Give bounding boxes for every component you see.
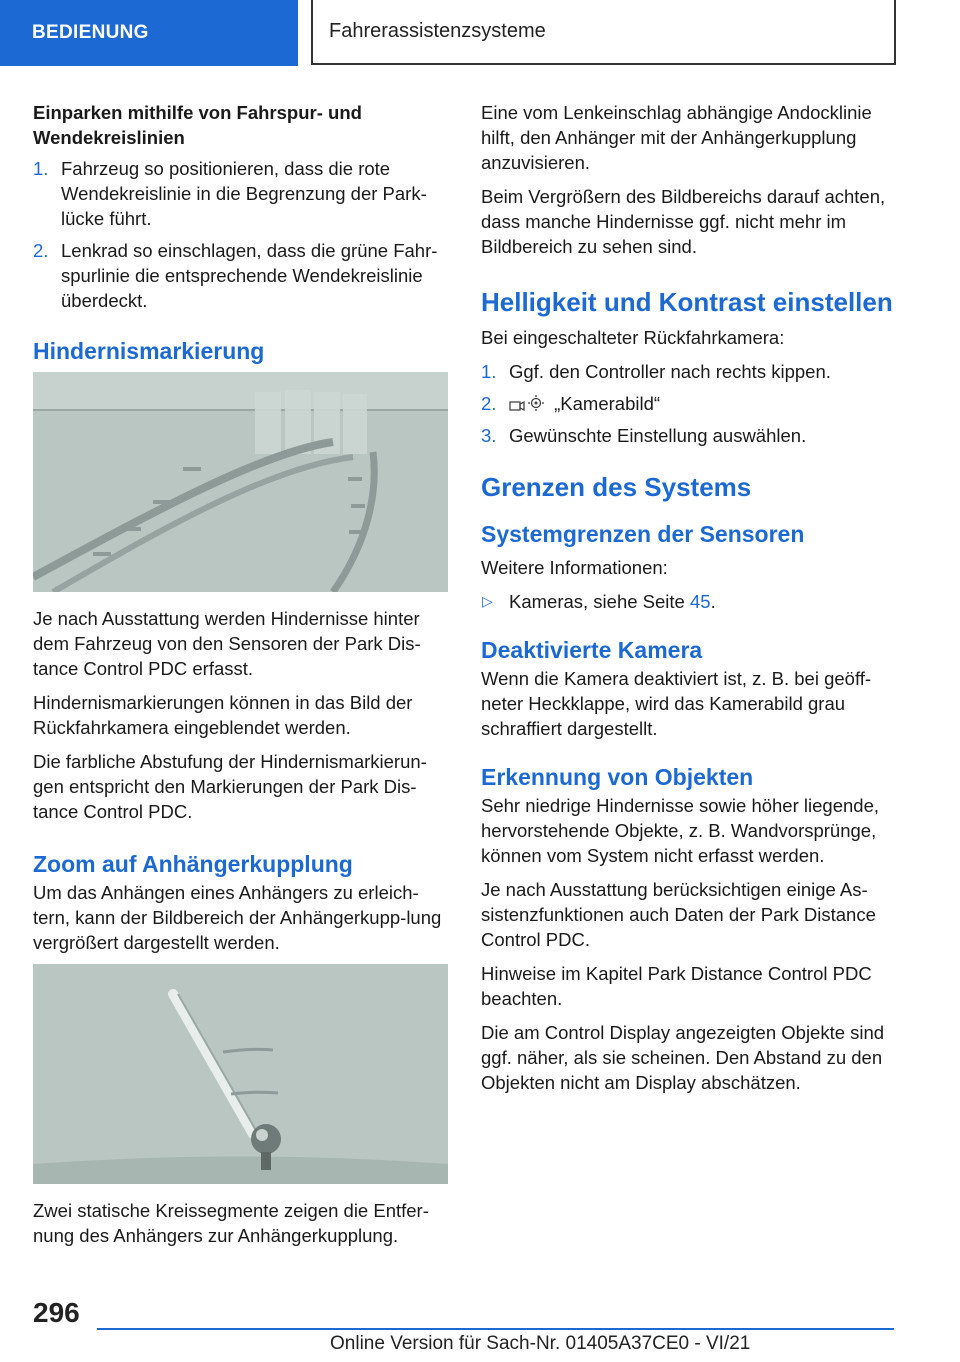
- brightness-heading: Helligkeit und Kontrast einstellen: [481, 287, 893, 317]
- sensor-heading: Systemgrenzen der Sensoren: [481, 521, 805, 548]
- brightness-steps: [481, 359, 901, 448]
- chapter-title: Fahrerassistenzsysteme: [329, 20, 546, 42]
- obstacle-marking-image: [33, 372, 448, 592]
- paragraph: Hindernismarkierungen können in das Bild der Rückfahrkamera eingeblendet werden.: [33, 692, 413, 738]
- detect-heading: Erkennung von Objekten: [481, 764, 754, 791]
- paragraph: Weitere Informationen:: [481, 557, 668, 579]
- section-tab: [0, 0, 298, 66]
- list-item: 1. Ggf. den Controller nach rechts kippen.: [481, 361, 831, 382]
- list-item: 1. Fahrzeug so positionieren, dass die rote Wendekreislinie in die Begrenzung der Park‐lücke führt.: [33, 158, 427, 229]
- parking-steps: [33, 156, 448, 313]
- list-item: 2. Lenkrad so einschlagen, dass die grüne Fahr‐spurlinie die entsprechende Wendekreislinie überdeckt.: [33, 240, 438, 311]
- list-item: ▷ Kameras, siehe Seite 45.: [482, 591, 716, 613]
- page-number: 296: [33, 1297, 80, 1328]
- obstacle-heading: Hindernismarkierung: [33, 338, 265, 364]
- footer-online-version: Online Version für Sach-Nr. 01405A37CE0 - VI/21: [330, 1333, 751, 1354]
- section-title: BEDIENUNG: [32, 22, 149, 43]
- paragraph: Die am Control Display angezeigten Objekte sind ggf. näher, als sie scheinen. Den Abstand zu den Objekten nicht am Display abschätzen.: [481, 1022, 885, 1094]
- paragraph: Hinweise im Kapitel Park Distance Control PDC beachten.: [481, 963, 872, 1010]
- deact-heading: Deaktivierte Kamera: [481, 637, 703, 664]
- paragraph: Eine vom Lenkeinschlag abhängige Andocklinie hilft, den Anhänger mit der Anhängerkupplung anzuvisieren.: [481, 102, 872, 173]
- paragraph: Beim Vergrößern des Bildbereichs darauf achten, dass manche Hindernisse ggf. nicht mehr im Bildbereich zu sehen sind.: [481, 186, 886, 257]
- paragraph: Die farbliche Abstufung der Hindernismarkierun‐gen entspricht den Markierungen der Park Dis‐tance Control PDC.: [33, 751, 427, 822]
- paragraph: Wenn die Kamera deaktiviert ist, z. B. bei geöff‐neter Heckklappe, wird das Kamerabild grau schraffiert dargestellt.: [481, 668, 872, 740]
- camera-settings-icon: [509, 394, 549, 416]
- right-column: [481, 100, 901, 1104]
- list-item: 2. „Kamerabild“: [481, 391, 901, 416]
- paragraph: Bei eingeschalteter Rückfahrkamera:: [481, 327, 785, 348]
- paragraph: Je nach Ausstattung werden Hindernisse hinter dem Fahrzeug von den Sensoren der Park Dis‐tance Control PDC erfasst.: [33, 608, 421, 679]
- image-caption: Zwei statische Kreissegmente zeigen die Entfer‐nung des Anhängers zur Anhängerkupplung.: [33, 1200, 429, 1246]
- chapter-header: [311, 0, 896, 65]
- left-column: [33, 100, 448, 1257]
- triangle-bullet-icon: ▷: [482, 593, 493, 610]
- limits-heading: Grenzen des Systems: [481, 472, 752, 503]
- sensor-bullets: [481, 589, 901, 614]
- paragraph: Je nach Ausstattung berücksichtigen einige As‐sistenzfunktionen auch Daten der Park Distance Control PDC.: [481, 879, 876, 951]
- paragraph: Um das Anhängen eines Anhängers zu erleich‐tern, kann der Bildbereich der Anhängerkupp‐lung vergrößert dargestellt werden.: [33, 882, 442, 953]
- footer-divider: [97, 1328, 894, 1330]
- zoom-heading: Zoom auf Anhängerkupplung: [33, 851, 353, 877]
- trailer-hitch-zoom-image: [33, 964, 448, 1184]
- list-item: 3. Gewünschte Einstellung auswählen.: [481, 425, 807, 447]
- paragraph: Sehr niedrige Hindernisse sowie höher liegende, hervorstehende Objekte, z. B. Wandvorsprünge, können vom System nicht erfasst werden.: [481, 795, 879, 867]
- page-link-45[interactable]: 45: [689, 591, 711, 613]
- parking-heading: Einparken mithilfe von Fahrspur- und Wendekreislinien: [33, 102, 362, 148]
